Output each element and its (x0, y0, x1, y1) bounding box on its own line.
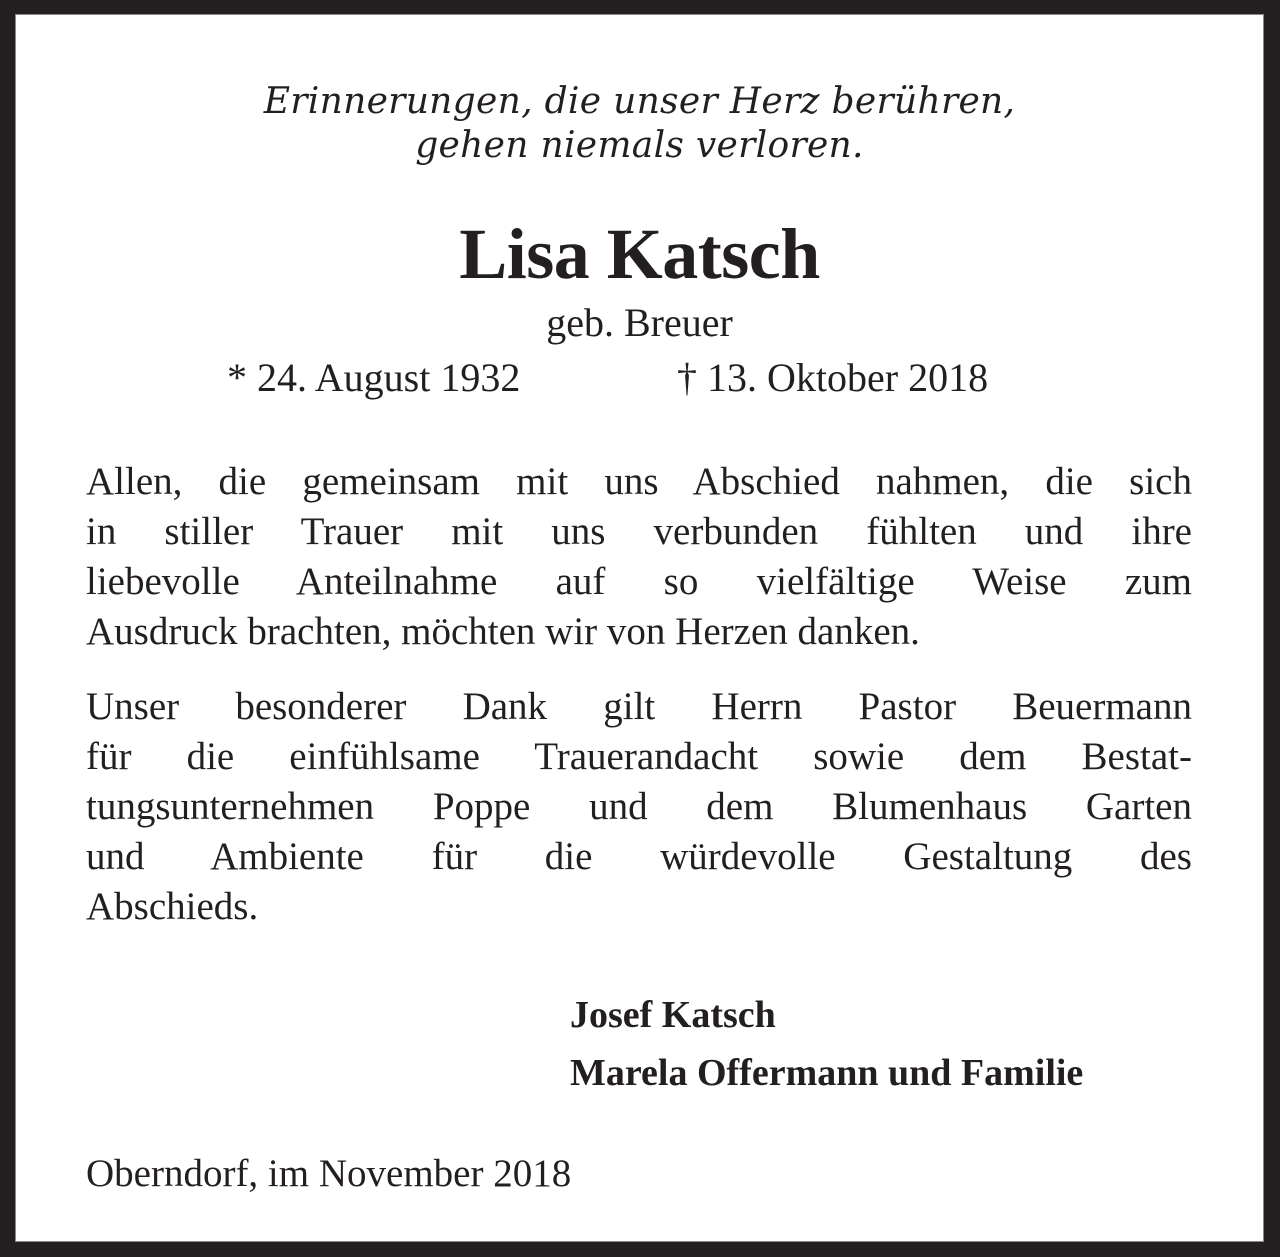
paragraph-line: und Ambiente für die würdevolle Gestaltung des (86, 835, 1192, 878)
place-and-date: Oberndorf, im November 2018 (86, 1152, 572, 1195)
paragraph-line: Allen, die gemeinsam mit uns Abschied nahmen, die sich (86, 460, 1192, 503)
death-date: † 13. Oktober 2018 (677, 355, 989, 400)
signer: Josef Katsch (570, 994, 776, 1036)
deceased-name: Lisa Katsch (459, 214, 820, 294)
paragraph-line: Ausdruck brachten, möchten wir von Herzen danken. (86, 610, 920, 653)
paragraph-line: für die einfühlsame Trauerandacht sowie dem Bestat- (86, 735, 1192, 778)
memorial-motto (15, 80, 1264, 168)
motto-line-2: gehen niemals verloren. (415, 125, 864, 166)
paragraph-line: liebevolle Anteilnahme auf so vielfältige Weise zum (86, 560, 1192, 603)
birth-date: * 24. August 1932 (227, 355, 521, 400)
paragraph-line: in stiller Trauer mit uns verbunden fühlten und ihre (86, 510, 1192, 553)
paragraph-line: Abschieds. (86, 885, 259, 928)
paragraph-line: Unser besonderer Dank gilt Herrn Pastor Beuermann (86, 685, 1192, 728)
motto-line-1: Erinnerungen, die unser Herz berühren, (263, 81, 1016, 122)
thanks-paragraph-1 (86, 457, 1192, 657)
thanks-paragraph-2 (86, 682, 1192, 932)
signer: Marela Offermann und Familie (570, 1052, 1084, 1094)
paragraph-line: tungsunternehmen Poppe und dem Blumenhaus Garten (86, 785, 1192, 828)
maiden-name: geb. Breuer (546, 300, 733, 345)
obituary-notice (15, 14, 1264, 1242)
signers (570, 986, 1083, 1102)
